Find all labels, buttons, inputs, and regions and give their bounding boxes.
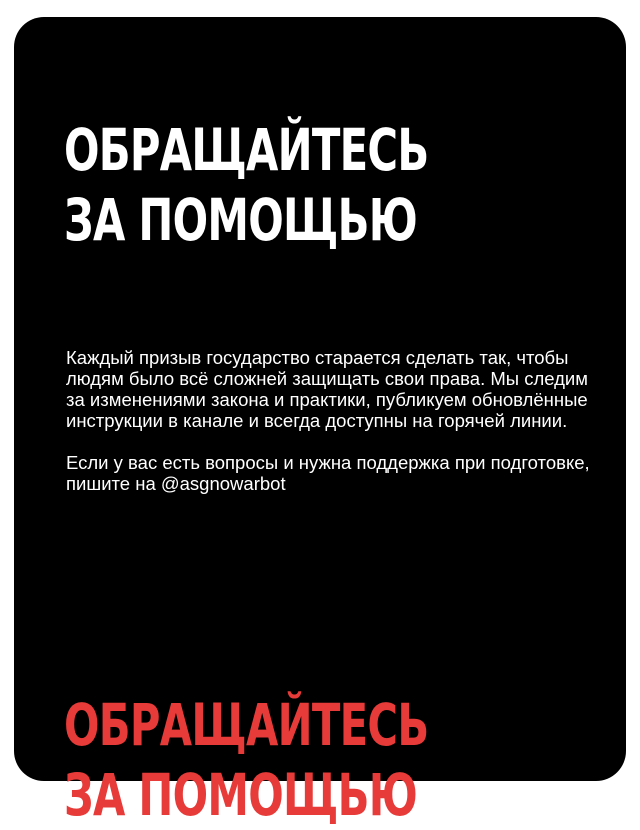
body-paragraph-1: Каждый призыв государство старается сделать так, чтобы людям было всё сложней защищать свои права. Мы следим за изменениями закона и практики, публикуем обновлённые инструкции в канале и всегда доступны на горячей линии.	[66, 347, 588, 431]
body-paragraph-2: Если у вас есть вопросы и нужна поддержка при подготовке, пишите на @asgnowarbot	[66, 452, 590, 494]
headline-top	[64, 115, 428, 255]
headline-bottom-line-1: ОБРАЩАЙТЕСЬ	[64, 691, 429, 759]
headline-top-line-1: ОБРАЩАЙТЕСЬ	[64, 116, 429, 184]
headline-top-line-2: ЗА ПОМОЩЬЮ	[64, 186, 418, 254]
headline-bottom	[64, 690, 428, 830]
headline-bottom-line-2: ЗА ПОМОЩЬЮ	[64, 761, 418, 829]
info-card	[14, 17, 626, 829]
body-text	[66, 347, 596, 494]
